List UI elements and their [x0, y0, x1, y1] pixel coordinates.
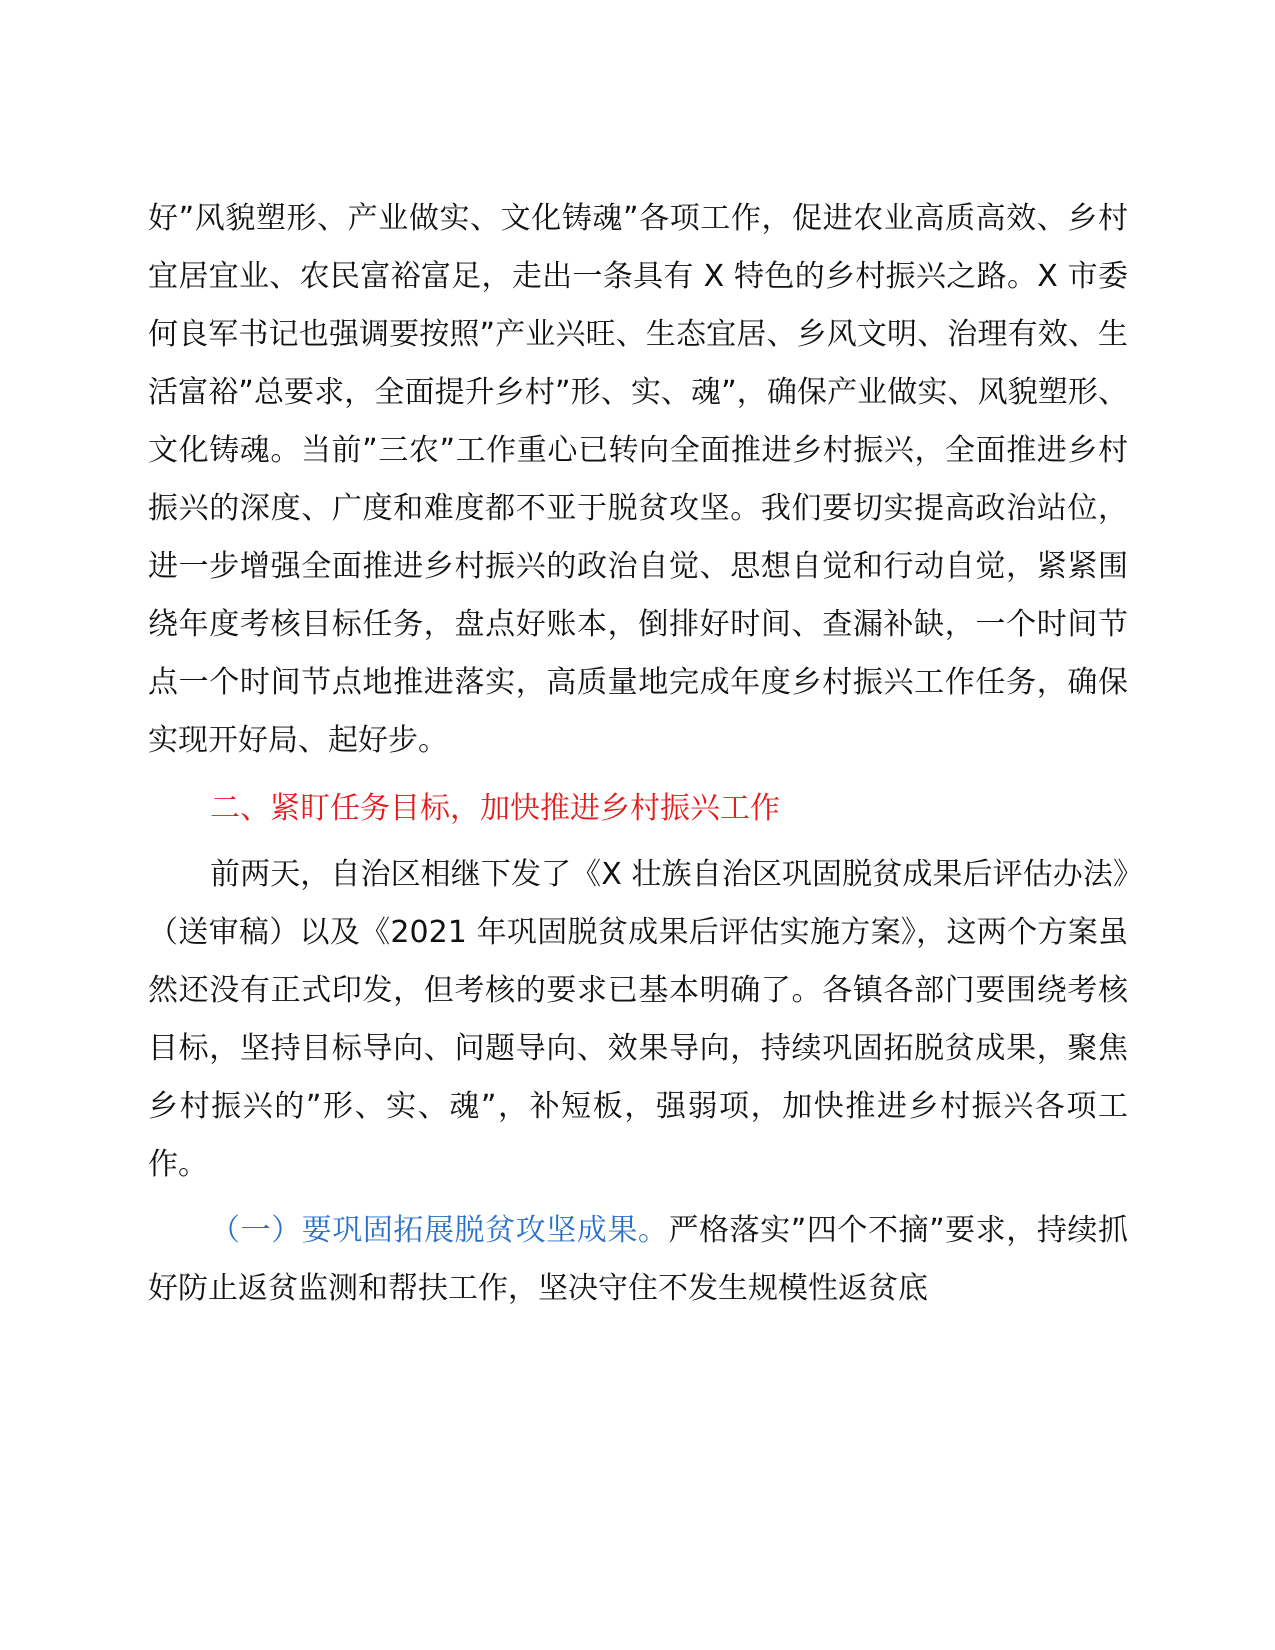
body-text: 严格落实”四个不摘”要求，持续抓好防止返贫监测和帮扶工作，坚决守住不发生规模性返贫底 — [148, 1213, 1128, 1306]
subheading: （一）要巩固拓展脱贫攻坚成果。 — [210, 1213, 669, 1248]
body-paragraph: 好”风貌塑形、产业做实、文化铸魂”各项工作，促进农业高质高效、乡村宜居宜业、农民富裕富足，走出一条具有 X 特色的乡村振兴之路。X 市委何良军书记也强调要按照”产业兴旺、生态宜居、乡风文明、治理有效、生活富裕”总要求，全面提升乡村”形、实、魂”，确保产业做实、风貌塑形、文化铸魂。当前”三农”工作重心已转向全面推进乡村振兴，全面推进乡村振兴的深度、广度和难度都不亚于脱贫攻坚。我们要切实提高政治站位，进一步增强全面推进乡村振兴的政治自觉、思想自觉和行动自觉，紧紧围绕年度考核目标任务，盘点好账本，倒排好时间、查漏补缺，一个时间节点一个时间节点地推进落实，高质量地完成年度乡村振兴工作任务，确保实现开好局、起好步。 — [148, 201, 1128, 758]
section-heading: 二、紧盯任务目标，加快推进乡村振兴工作 — [210, 791, 780, 826]
body-paragraph-with-subheading — [148, 1202, 1128, 1318]
document-body — [148, 190, 1128, 1318]
body-paragraph: 前两天，自治区相继下发了《X 壮族自治区巩固脱贫成果后评估办法》（送审稿）以及《2021 年巩固脱贫成果后评估实施方案》，这两个方案虽然还没有正式印发，但考核的要求已基本明确了。各镇各部门要围绕考核目标，坚持目标导向、问题导向、效果导向，持续巩固拓脱贫成果，聚焦乡村振兴的”形、实、魂”，补短板，强弱项，加快推进乡村振兴各项工作。 — [148, 857, 1128, 1182]
